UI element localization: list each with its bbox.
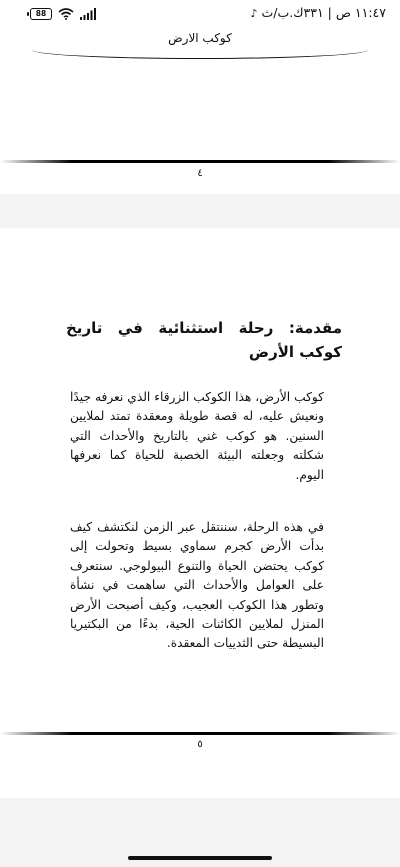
header-divider	[32, 50, 368, 59]
home-indicator[interactable]	[128, 856, 272, 860]
status-icons	[30, 6, 96, 22]
status-bar	[0, 0, 400, 26]
battery-level: 88	[35, 9, 47, 18]
footer-divider	[0, 732, 400, 735]
page-number: ٤	[197, 168, 203, 179]
footer-divider	[0, 160, 400, 163]
paragraph-2: في هذه الرحلة، سننتقل عبر الزمن لنكتشف كيف بدأت الأرض كجرم سماوي بسيط وتحولت إلى كوكب يحتضن الحياة والتنوع البيولوجي. سنتعرف على العوامل والأحداث التي ساهمت في نشأة وتطور هذا الكوكب العجيب، وكيف أصبحت الأرض المنزل لملايين الكائنات الحية، بدءًا من البكتيريا البسيطة حتى الثدييات المعقدة.	[70, 520, 324, 651]
wifi-icon	[58, 8, 74, 20]
status-time	[250, 5, 386, 20]
signal-bars-icon	[80, 8, 96, 20]
book-header-title: كوكب الارض	[168, 31, 232, 45]
battery-icon	[30, 8, 52, 20]
page-number: ٥	[197, 739, 203, 750]
chapter-title: مقدمة: رحلة استثنائية في تاريخ كوكب الأرض	[66, 319, 342, 361]
tiktok-icon: ♪	[250, 7, 258, 20]
book-page-5[interactable]	[0, 228, 400, 798]
status-time-text: ١١:٤٧ ص | ٣٣١ك.ب/ث	[261, 5, 386, 20]
paragraph-1: كوكب الأرض، هذا الكوكب الزرقاء الذي نعرفه جيدًا ونعيش عليه، له قصة طويلة ومعقدة تمتد لملايين السنين. هو كوكب غني بالتاريخ والأحداث التي شكلته وجعلته البيئة الخصبة للحياة كما نعرفها اليوم.	[70, 390, 324, 482]
book-page-4[interactable]	[0, 26, 400, 194]
